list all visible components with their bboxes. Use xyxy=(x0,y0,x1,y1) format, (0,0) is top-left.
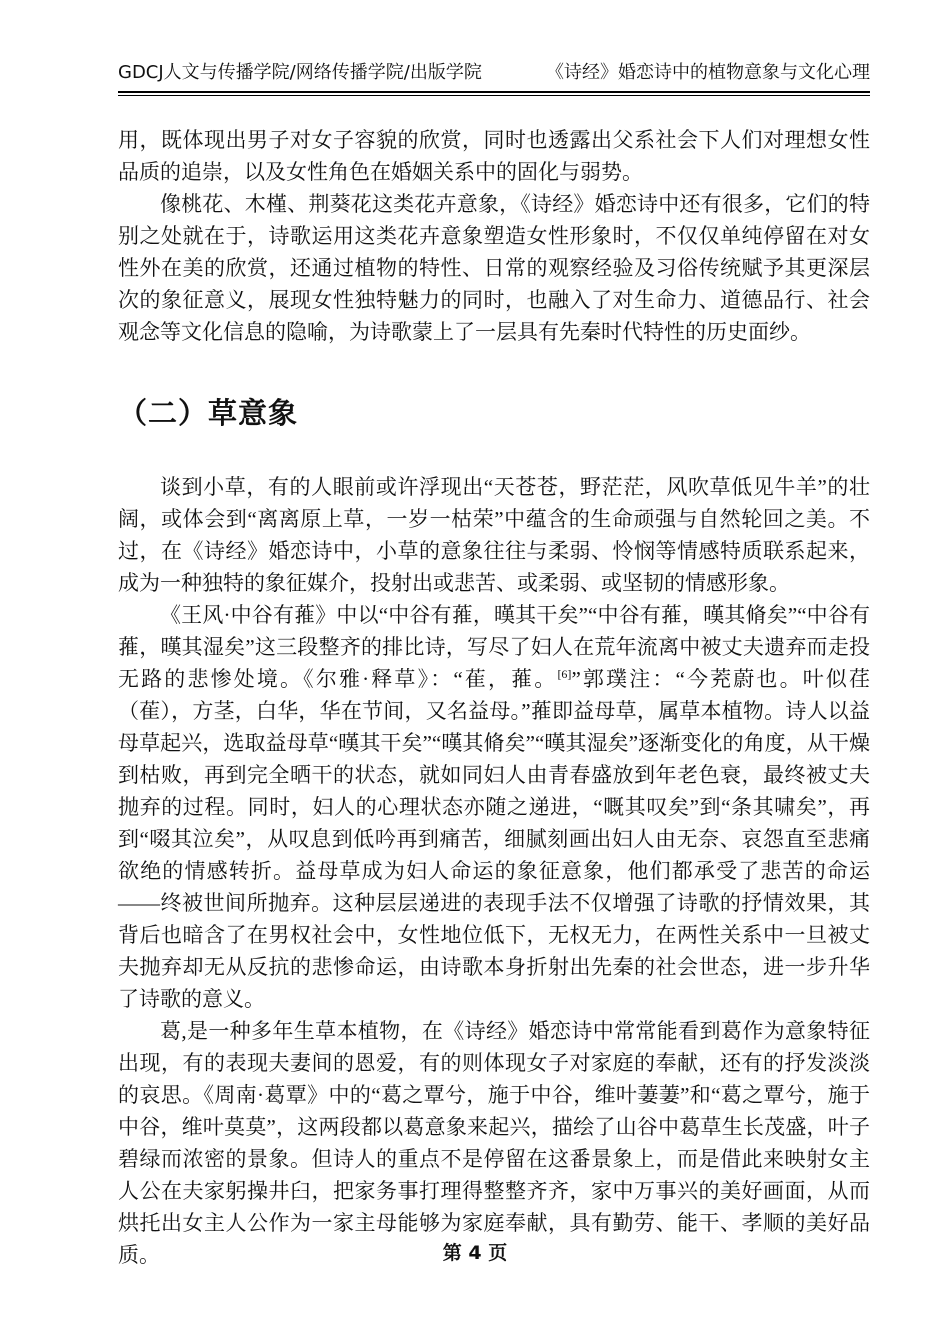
paragraph-continuation: 用，既体现出男子对女子容貌的欣赏，同时也透露出父系社会下人们对理想女性品质的追崇，以及女性角色在婚姻关系中的固化与弱势。 xyxy=(118,128,870,184)
paragraph-text-after-footnote: ”郭璞注：“今茺蔚也。叶似荏（萑），方茎，白华，华在节间，又名益母。”蓷即益母草，属草本植物。诗人以益母草起兴，选取益母草“暵其干矣”“暵其脩矣”“暵其湿矣”逐渐变化的角度，从干燥到枯败，再到完全晒干的状态，就如同妇人由青春盛放到年老色衰，最终被丈夫抛弃的过程。同时，妇人的心理状态亦随之递进，“嘅其叹矣”到“条其啸矣”，再到“啜其泣矣”，从叹息到低吟再到痛苦，细腻刻画出妇人由无奈、哀怨直至悲痛欲绝的情感转折。益母草成为妇人命运的象征意象，他们都承受了悲苦的命运——终被世间所抛弃。这种层层递进的表现手法不仅增强了诗歌的抒情效果，其背后也暗含了在男权社会中，女性地位低下，无权无力，在两性关系中一旦被丈夫抛弃却无从反抗的悲惨命运，由诗歌本身折射出先秦的社会世态，进一步升华了诗歌的意义。 xyxy=(118,667,871,1011)
header-rule xyxy=(118,91,870,96)
page-number: 第 4 页 xyxy=(442,1242,508,1264)
paragraph-motherwort-analysis xyxy=(118,599,870,1015)
paragraph-flower-imagery-summary: 像桃花、木槿、荆葵花这类花卉意象，《诗经》婚恋诗中还有很多，它们的特别之处就在于，诗歌运用这类花卉意象塑造女性形象时，不仅仅单纯停留在对女性外在美的欣赏，还通过植物的特性、日常的观察经验及习俗传统赋予其更深层次的象征意义，展现女性独特魅力的同时，也融入了对生命力、道德品行、社会观念等文化信息的隐喻，为诗歌蒙上了一层具有先秦时代特性的历史面纱。 xyxy=(118,192,870,344)
paragraph-kudzu-analysis: 葛,是一种多年生草本植物，在《诗经》婚恋诗中常常能看到葛作为意象特征出现，有的表现夫妻间的恩爱，有的则体现女子对家庭的奉献，还有的抒发淡淡的哀思。《周南·葛覃》中的“葛之覃兮，施于中谷，维叶萋萋”和“葛之覃兮，施于中谷，维叶莫莫”，这两段都以葛意象来起兴，描绘了山谷中葛草生长茂盛，叶子碧绿而浓密的景象。但诗人的重点不是停留在这番景象上，而是借此来映射女主人公在夫家躬操井臼，把家务事打理得整整齐齐，家中万事兴的美好画面，从而烘托出女主人公作为一家主母能够为家庭奉献，具有勤劳、能干、孝顺的美好品质。 xyxy=(118,1019,870,1267)
document-body xyxy=(118,124,870,1271)
paragraph-text-before-footnote: 《王风·中谷有蓷》中以“中谷有蓷，暵其干矣”“中谷有蓷，暵其脩矣”“中谷有蓷，暵其湿矣”这三段整齐的排比诗，写尽了妇人在荒年流离中被丈夫遗弃而走投无路的悲惨处境。《尔雅·释草》：“萑，蓷。 xyxy=(118,603,870,691)
header-institution: GDCJ人文与传播学院/网络传播学院/出版学院 xyxy=(118,62,482,83)
page-header xyxy=(118,62,870,91)
page-footer xyxy=(0,1238,950,1265)
section-heading-grass-imagery: （二）草意象 xyxy=(118,396,299,430)
header-document-title: 《诗经》婚恋诗中的植物意象与文化心理 xyxy=(546,62,870,83)
footnote-reference-6: [6] xyxy=(557,667,572,681)
paragraph-grass-intro: 谈到小草，有的人眼前或许浮现出“天苍苍，野茫茫，风吹草低见牛羊”的壮阔，或体会到“离离原上草，一岁一枯荣”中蕴含的生命顽强与自然轮回之美。不过，在《诗经》婚恋诗中，小草的意象往往与柔弱、怜悯等情感特质联系起来，成为一种独特的象征媒介，投射出或悲苦、或柔弱、或坚韧的情感形象。 xyxy=(118,475,870,595)
